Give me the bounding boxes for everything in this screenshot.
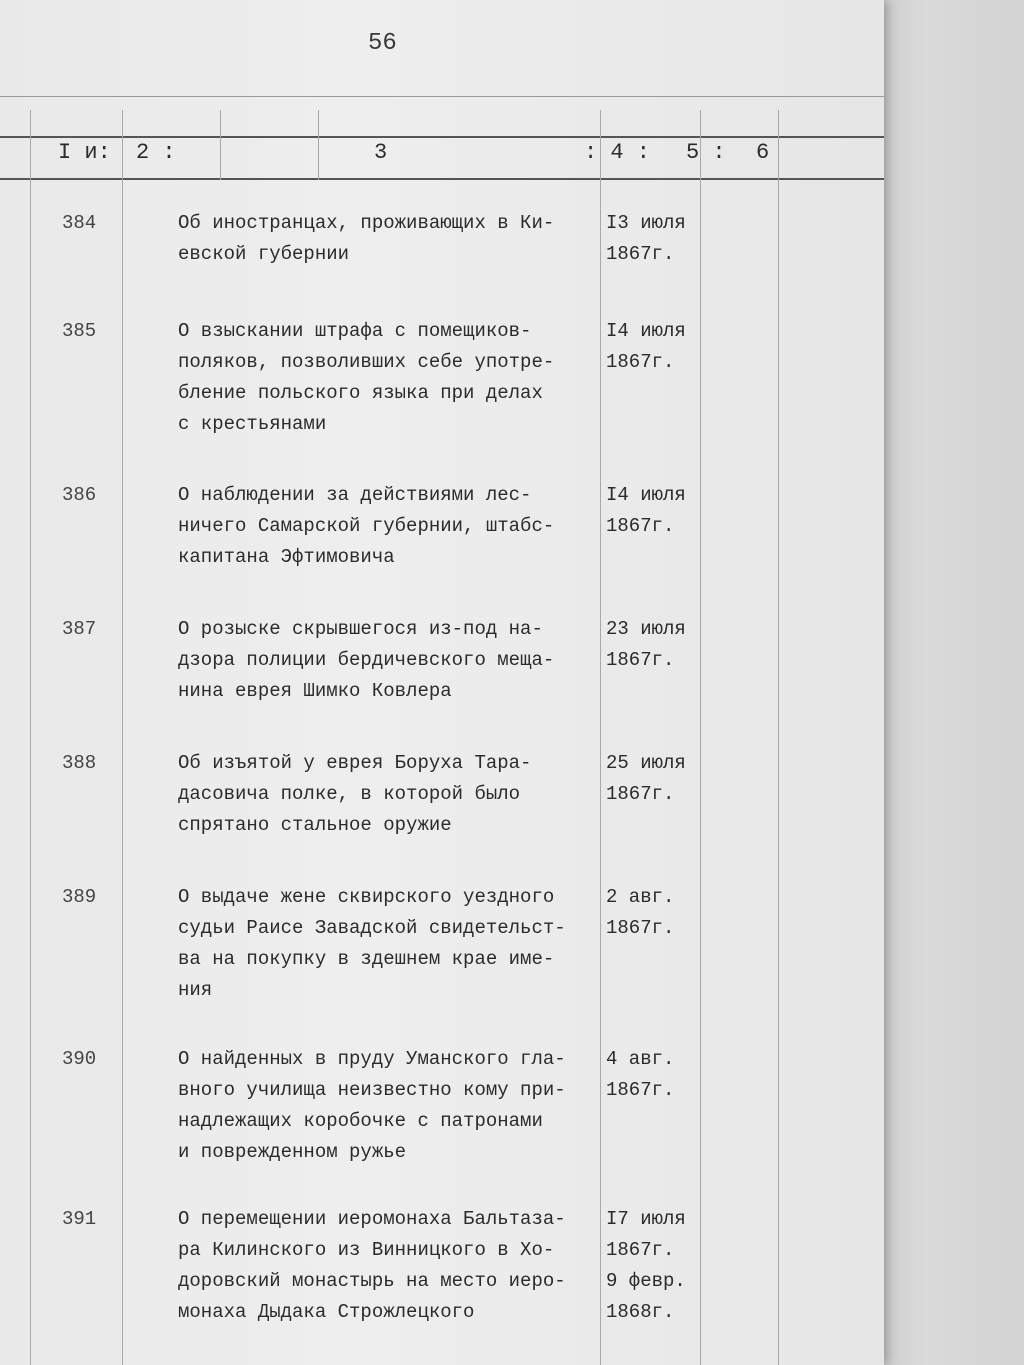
- column-divider: [778, 110, 779, 1365]
- row-description: О найденных в пруду Уманского гла- вного училища неизвестно кому при- надлежащих коробочке с патронами и поврежденном ружье: [178, 1048, 566, 1163]
- column-divider: [700, 110, 701, 1365]
- header-col-3: 3: [374, 140, 388, 165]
- row-number: 386: [62, 484, 97, 506]
- row-date: 4 авг. 1867г.: [606, 1048, 675, 1101]
- column-divider: [600, 110, 601, 1365]
- header-col-2: 2 :: [136, 140, 176, 165]
- row-number: 389: [62, 886, 97, 908]
- row-description: О выдаче жене сквирского уездного судьи Раисе Завадской свидетельст- ва на покупку в здешнем крае име- ния: [178, 886, 566, 1001]
- header-top-rule: [0, 136, 884, 138]
- row-number: 387: [62, 618, 97, 640]
- row-number: 391: [62, 1208, 97, 1230]
- row-description: Об изъятой у еврея Боруха Тара- дасовича полке, в которой было спрятано стальное оружие: [178, 752, 532, 836]
- row-date: I4 июля 1867г.: [606, 484, 686, 537]
- row-description: О перемещении иеромонаха Бальтаза- ра Килинского из Винницкого в Хо- доровский монастырь на место иеро- монаха Дыдака Строжлецкого: [178, 1208, 566, 1323]
- row-date: I7 июля 1867г. 9 февр. 1868г.: [606, 1208, 686, 1323]
- column-divider: [122, 110, 123, 1365]
- row-date: 2 авг. 1867г.: [606, 886, 675, 939]
- row-date: I4 июля 1867г.: [606, 320, 686, 373]
- row-description: О взыскании штрафа с помещиков- поляков, позволивших себе употре- бление польского языка при делах с крестьянами: [178, 320, 555, 435]
- row-number: 390: [62, 1048, 97, 1070]
- header-bottom-rule: [0, 178, 884, 180]
- header-col-4: : 4 :: [584, 140, 651, 165]
- table-header: [0, 140, 884, 176]
- faint-header-rule: [0, 96, 884, 97]
- header-col-1: I и:: [58, 140, 111, 165]
- row-description: Об иностранцах, проживающих в Ки- евской губернии: [178, 212, 555, 265]
- row-description: О наблюдении за действиями лес- ничего Самарской губернии, штабс- капитана Эфтимовича: [178, 484, 555, 568]
- row-number: 385: [62, 320, 97, 342]
- column-divider: [30, 110, 31, 1365]
- row-description: О розыске скрывшегося из-под на- дзора полиции бердичевского меща- нина еврея Шимко Ковлера: [178, 618, 555, 702]
- header-col-5: 5 :: [686, 140, 726, 165]
- row-date: I3 июля 1867г.: [606, 212, 686, 265]
- row-number: 388: [62, 752, 97, 774]
- underlying-sheet: [884, 0, 1024, 1365]
- row-number: 384: [62, 212, 97, 234]
- page-number: 56: [368, 30, 397, 57]
- header-col-6: 6: [756, 140, 770, 165]
- row-date: 23 июля 1867г.: [606, 618, 686, 671]
- row-date: 25 июля 1867г.: [606, 752, 686, 805]
